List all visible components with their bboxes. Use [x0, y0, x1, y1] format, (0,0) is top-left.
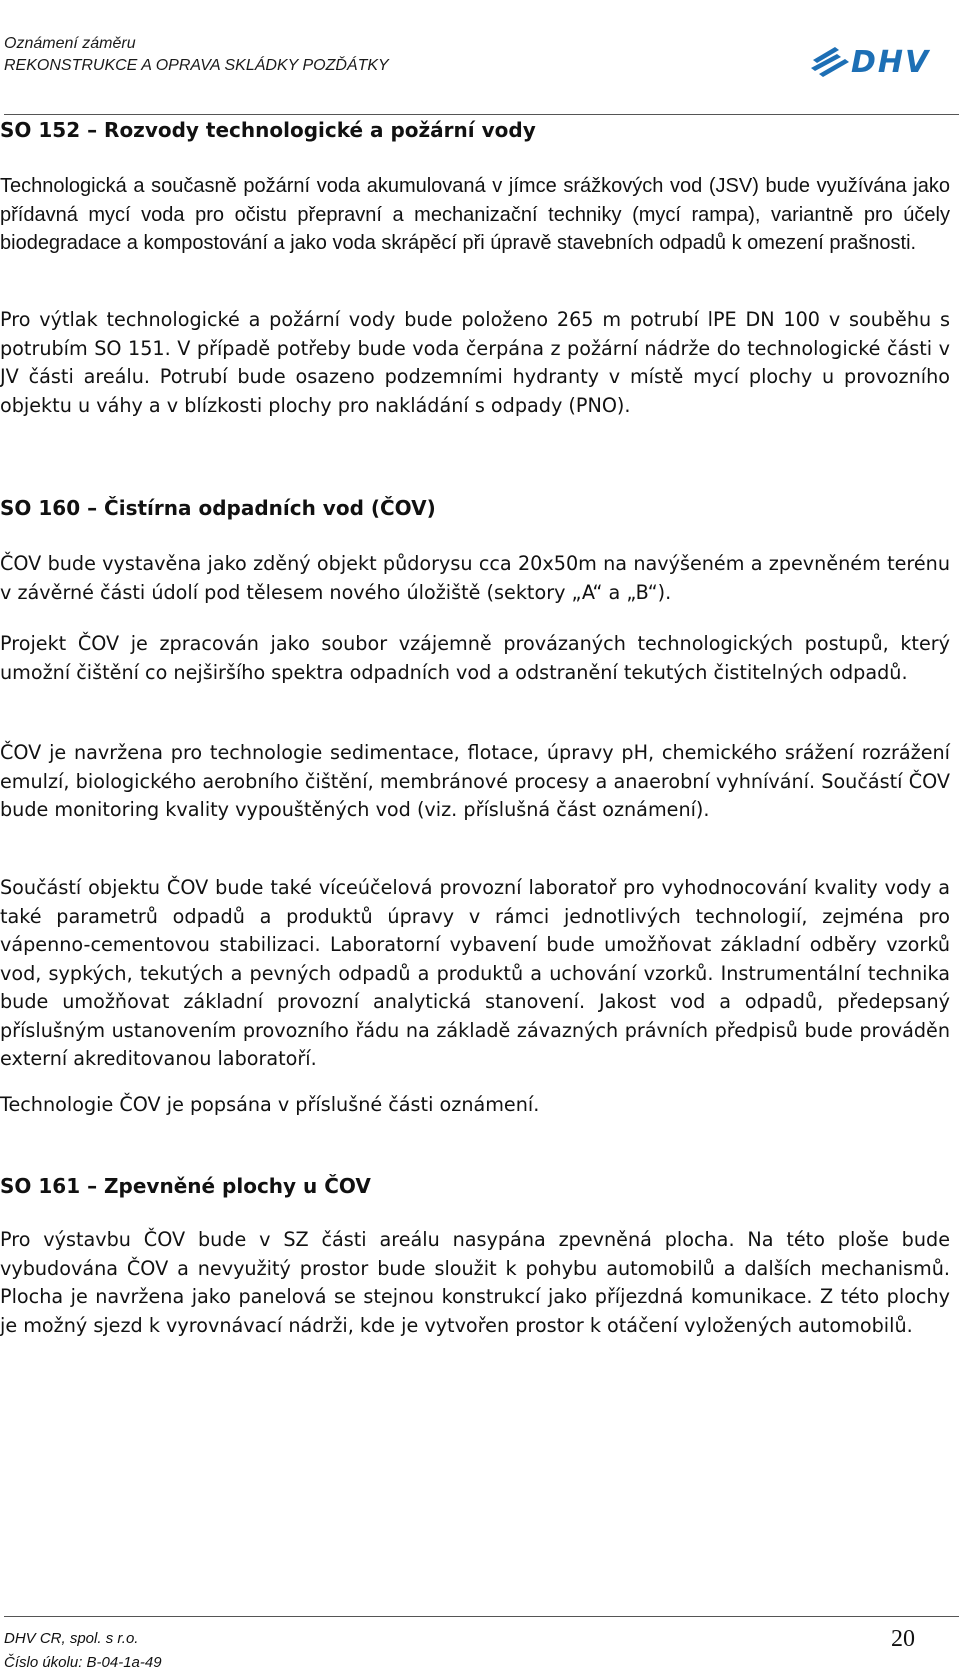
paragraph-so161-1: Pro výstavbu ČOV bude v SZ části areálu nasypána zpevněná plocha. Na této ploše bude vybudována ČOV a nevyužitý prostor bude sloužit k pohybu automobilů a dalších mechanismů. Plocha je navržena jako panelová se stejnou konstrukcí jako příjezdná komunikace. Z této plochy je možný sjezd k vyrovnávací nádrži, kde je vytvořen prostor k otáčení vyložených automobilů. [0, 1228, 950, 1337]
paragraph-so160-4: Součástí objektu ČOV bude také víceúčelová provozní laboratoř pro vyhodnocování kvality vody a také parametrů odpadů a produktů úpravy v rámci jednotlivých technologií, zejména pro vápenno-cementovou stabilizaci. Laboratorní vybavení bude umožňovat základní odběry vzorků vod, sypkých, tekutých a pevných odpadů a produktů a uchování vzorků. Instrumentální technika bude umožňovat základní provozní analytická stanovení. Jakost vod a odpadů, předepsaný příslušným ustanovením provozního řádu na základě závazných právních předpisů bude prováděn externí akreditovanou laboratoří. [0, 876, 950, 1070]
paragraph-so160-5: Technologie ČOV je popsána v příslušné části oznámení. [0, 1093, 540, 1116]
header-project-title: REKONSTRUKCE A OPRAVA SKLÁDKY POZĎÁTKY [4, 57, 389, 74]
header-document-type: Oznámení záměru [4, 35, 136, 52]
paragraph-so152-1: Technologická a současně požární voda akumulovaná v jímce srážkových vod (JSV) bude využívána jako přídavná mycí voda pro očistu přepravní a mechanizační techniky (mycí rampa), variantně pro účely biodegradace a kompostování a jako voda skrápěcí při úpravě stavebních odpadů k omezení prašnosti. [0, 175, 950, 254]
footer-job-number: Číslo úkolu: B-04-1a-49 [4, 1654, 162, 1671]
page-number: 20 [891, 1626, 915, 1652]
svg-text:DHV: DHV [851, 45, 931, 80]
page-header [4, 34, 954, 84]
paragraph-so160-2: Projekt ČOV je zpracován jako soubor vzájemně provázaných technologických postupů, který umožní čištění co nejširšího spektra odpadních vod a odstranění tekutých čistitelných odpadů. [0, 632, 950, 684]
section-heading-so160: SO 160 – Čistírna odpadních vod (ČOV) [0, 496, 436, 520]
section-heading-so161: SO 161 – Zpevněné plochy u ČOV [0, 1174, 371, 1198]
paragraph-so160-1: ČOV bude vystavěna jako zděný objekt půdorysu cca 20x50m na navýšeném a zpevněném terénu v závěrné části údolí pod tělesem nového úložiště (sektory „A“ a „B“). [0, 552, 950, 604]
section-heading-so152: SO 152 – Rozvody technologické a požární vody [0, 118, 536, 142]
paragraph-so152-2: Pro výtlak technologické a požární vody bude položeno 265 m potrubí lPE DN 100 v souběhu s potrubím SO 151. V případě potřeby bude voda čerpána z požární nádrže do technologické části v JV části areálu. Potrubí bude osazeno podzemními hydranty v místě mycí plochy u provozního objektu u váhy a v blízkosti plochy pro nakládání s odpady (PNO). [0, 308, 950, 417]
footer-company: DHV CR, spol. s r.o. [4, 1630, 139, 1647]
paragraph-so160-3: ČOV je navržena pro technologie sedimentace, flotace, úpravy pH, chemického srážení rozrážení emulzí, biologického aerobního čištění, membránové procesy a anaerobní vyhnívání. Součástí ČOV bude monitoring kvality vypouštěných vod (viz. příslušná část oznámení). [0, 741, 950, 821]
dhv-logo [809, 38, 949, 80]
footer-divider [4, 1616, 959, 1617]
header-divider [4, 114, 959, 115]
